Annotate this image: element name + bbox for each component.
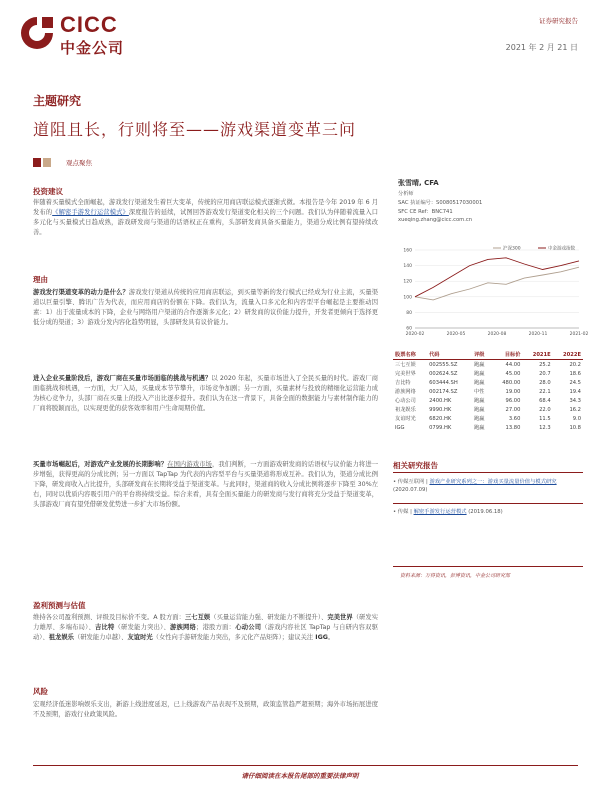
x-tick-label-3: 2020-11 (528, 332, 548, 337)
table-cell: 跑赢 (474, 425, 485, 431)
analyst-sfc: SFC CE Ref：BNC741 (398, 209, 453, 215)
table-cell: 游族网络 (395, 389, 416, 395)
table-cell: 002624.SZ (429, 370, 458, 377)
q1-bold: 游戏发行渠道变革的动力是什么？ (33, 289, 129, 296)
table-cell: 祖龙娱乐 (395, 407, 416, 413)
footer-divider (33, 765, 578, 766)
q3-text: ，我们判断，一方面游戏研发商的话语权与议价能力将进一步增强，获得更高的分成比例；另一方面以 TapTap 为代表的内容型平台与买量渠道将形成互补。我们认为，渠道分成比例下降，研发商收入占比提升，头部研发商在长期将受益于渠道变革。与此同时，渠道商的收入分成比例将逐步下降至 30%左右，同时以优质内容吸引用户的平台将持续受益。综合来看，具有全面买量能力的研发商与发行商将充分受益于渠道变革，头部游戏厂商有望凭借研发优势进一步扩大市场份额。 (33, 461, 378, 508)
investment-paragraph (33, 198, 378, 238)
series-line-1 (415, 258, 579, 297)
table-cell: 24.5 (569, 379, 581, 386)
x-tick-label-0: 2020-02 (405, 332, 425, 337)
performance-line-chart (393, 242, 589, 342)
related-divider-3 (393, 566, 583, 567)
q2-text: 以 2020 年起，买量市场进入了全民买量的时代。游戏厂商面临挑战和机遇，一方面，大厂入局，买量成本节节攀升，市场竞争加剧；另一方面，买量素材与投放的精细化运营能力成为核心竞争力，头部厂商在买量上的投入产出比逐步提升。我们认为在这一背景下，具备全面的数据能力与素材制作能力的厂商将脱颖而出，以实现更优的获客效率和用户生命周期价值。 (33, 375, 378, 412)
analyst-role: 分析师 (398, 191, 414, 197)
company-2: 完美世界 (327, 614, 353, 621)
company-8: IGG (315, 634, 328, 641)
tag-square-light-icon (43, 158, 51, 167)
table-header-cell: 股票名称 (393, 350, 427, 360)
y-tick-label-1: 80 (406, 310, 412, 316)
table-cell: 友谊时光 (395, 416, 416, 422)
topic-label: 主题研究 (33, 94, 82, 108)
table-cell: 10.8 (569, 424, 581, 431)
table-cell: 28.0 (539, 379, 551, 386)
table-cell: IGG (395, 424, 405, 431)
table-cell: 完美世界 (395, 371, 416, 377)
table-cell: 跑赢 (474, 398, 485, 404)
related-footnote: 资料来源：万得资讯，彭博资讯，中金公司研究部 (400, 573, 511, 579)
report-link[interactable]: 《解密手游发行运营模式》 (52, 209, 129, 216)
company-4: 游族网络 (170, 624, 197, 631)
company-7: 友谊时光 (127, 634, 153, 641)
x-tick-label-4: 2021-02 (569, 332, 589, 337)
y-tick-label-0: 60 (406, 326, 412, 332)
tag-square-icon (33, 158, 41, 167)
table-cell: 96.00 (505, 397, 521, 404)
y-tick-label-4: 140 (403, 264, 412, 270)
table-row (393, 369, 583, 378)
stock-table (393, 350, 583, 432)
table-row (393, 387, 583, 396)
company-5-note: （游戏内容社区 TapTap 与自研内容双驱动）、 (33, 624, 378, 641)
table-header-cell: 目标价 (492, 350, 523, 360)
table-cell: 20.7 (539, 370, 551, 377)
table-row (393, 360, 583, 370)
table-cell: 跑赢 (474, 407, 485, 413)
company-4-note: ；港股方面： (196, 624, 236, 631)
x-tick-label-1: 2020-05 (446, 332, 466, 337)
analyst-name: 张雪晴, CFA (398, 179, 439, 187)
table-cell: 12.3 (539, 424, 551, 431)
table-cell: 0799.HK (429, 424, 452, 431)
related-item-2-link[interactable]: 解密手游发行运营模式 (413, 509, 467, 515)
y-tick-label-2: 100 (403, 295, 412, 301)
related-item-1-prefix: • 传媒互联网 | (393, 479, 430, 485)
company-5: 心动公司 (235, 624, 262, 631)
legend-label-0: 沪深300 (503, 246, 521, 252)
report-title: 道阻且长，行则将至——游戏渠道变革三问 (33, 120, 357, 139)
analyst-sac: SAC 执证编号：S0080517030001 (398, 200, 483, 206)
table-cell: 603444.SH (429, 379, 458, 386)
related-item-2 (393, 508, 583, 516)
table-header-row (393, 350, 583, 360)
table-cell: 跑赢 (474, 371, 485, 377)
table-cell: 34.3 (569, 397, 581, 404)
company-7-note: （女性向手游研发能力突出，多元化产品矩阵）；建议关注 (152, 634, 316, 641)
table-cell: 27.00 (505, 406, 521, 413)
table-cell: 19.4 (569, 388, 581, 395)
table-header-cell: 评级 (472, 350, 492, 360)
analyst-email[interactable]: xueqing.zhang@cicc.com.cn (398, 217, 472, 223)
table-row (393, 423, 583, 432)
q2-bold: 进入企业买量阶段后，游戏厂商在买量市场面临的挑战与机遇？ (33, 375, 212, 382)
company-3: 吉比特 (95, 624, 115, 631)
table-row (393, 405, 583, 414)
investment-text-pre: 伴随着买量模式全面崛起，游戏发行渠道发生着巨大变革，传统的应用商店联运模式逐渐式微。本报告是今年 2019 年 6 月发布的 (33, 199, 378, 216)
company-6-note: （研发能力卓越）、 (73, 634, 128, 641)
reason-paragraph-1 (33, 288, 378, 328)
y-tick-label-3: 120 (403, 279, 412, 285)
table-header-cell: 2022E (553, 350, 583, 360)
table-cell: 25.2 (539, 361, 551, 368)
forecast-paragraph (33, 613, 378, 643)
section-heading-investment: 投资建议 (33, 187, 63, 196)
related-divider (393, 472, 583, 473)
tag-label: 观点聚焦 (66, 159, 92, 167)
forecast-pre: 维持各公司盈利预测、评级及目标价不变。A 股方面： (33, 614, 185, 621)
table-cell: 19.00 (505, 388, 521, 395)
logo-cn-text: 中金公司 (60, 39, 125, 57)
table-cell: 吉比特 (395, 380, 411, 386)
table-row (393, 396, 583, 405)
risk-paragraph: 宏观经济低迷影响娱乐支出，新游上线进度延迟，已上线游戏产品表现不及预期，政策监管趋严超预期；海外市场拓展进度不及预期，游戏行业政策风险。 (33, 701, 378, 718)
table-cell: 11.5 (539, 415, 551, 422)
table-cell: 跑赢 (474, 362, 485, 368)
related-item-2-date: (2019.06.18) (468, 509, 503, 515)
y-tick-label-5: 160 (403, 248, 412, 254)
table-cell: 16.2 (569, 406, 581, 413)
table-cell: 480.00 (502, 379, 521, 386)
reason-paragraph-2 (33, 374, 378, 414)
footer-disclaimer: 请仔细阅读在本报告尾部的重要法律声明 (241, 772, 359, 780)
q3-bold: 买量市场崛起后，对游戏产业发展的长期影响？ (33, 461, 168, 468)
related-item-1-link[interactable]: 游戏产业研究系列之一：游戏买量流量价值与模式研究 (429, 479, 557, 485)
table-cell: 22.0 (539, 406, 551, 413)
q3-link[interactable]: 在国内游戏市场 (167, 461, 212, 468)
doc-date: 2021 年 2 月 21 日 (505, 43, 578, 52)
related-item-1-date: (2020.07.09) (393, 487, 428, 493)
table-cell: 9.0 (572, 415, 581, 422)
cicc-logo-mark (18, 14, 56, 52)
table-cell: 跑赢 (474, 380, 485, 386)
table-cell: 9990.HK (429, 406, 452, 413)
company-3-note: （研发能力突出）、 (114, 624, 171, 631)
table-header-cell: 2021E (522, 350, 552, 360)
table-cell: 心动公司 (395, 398, 416, 404)
q1-text: 游戏发行渠道从传统的应用商店联运，到买量等新的发行模式已经成为行业主流，买量渠道以巨量引擎、腾讯广告为代表，而应用商店的份额在下降。我们认为，流量入口多元化和内容型平台崛起是主要推动因素：1）出于流量成本的下降，企业与网络用户渠道的合作逐渐多元化；2）研发商的议价能力提升，开发者更倾向于选择更低分成的渠道；3）游戏分发内容化趋势明显，头部研发具有议价能力。 (33, 289, 378, 326)
section-heading-forecast: 盈利预测与估值 (33, 601, 86, 610)
company-8-note: 。 (327, 634, 335, 641)
section-heading-reason: 理由 (33, 275, 48, 284)
table-cell: 20.2 (569, 361, 581, 368)
table-cell: 中性 (474, 389, 485, 395)
reason-paragraph-3 (33, 460, 378, 510)
related-item-2-prefix: • 传媒 | (393, 509, 414, 515)
company-1: 三七互娱 (184, 614, 211, 621)
table-cell: 6820.HK (429, 415, 452, 422)
table-cell: 3.60 (508, 415, 521, 422)
table-row (393, 378, 583, 387)
related-item-1 (393, 478, 583, 494)
table-cell: 002555.SZ (429, 361, 458, 368)
table-row (393, 414, 583, 423)
table-cell: 44.00 (505, 361, 521, 368)
table-cell: 2400.HK (429, 397, 452, 404)
table-cell: 跑赢 (474, 416, 485, 422)
table-cell: 45.00 (505, 370, 521, 377)
section-heading-risk: 风险 (33, 687, 48, 696)
x-tick-label-2: 2020-08 (487, 332, 507, 337)
doc-type: 证券研究报告 (539, 17, 578, 25)
company-6: 祖龙娱乐 (48, 634, 74, 641)
table-cell: 三七互娱 (395, 362, 416, 368)
investment-text-post: 深度报告的延续，试图回答游戏发行渠道变化相关的三个问题。我们认为伴随着流量入口多元化与买量模式日趋成熟，游戏研发商与渠道的话语权正在重构，头部研发商具备买量能力，渠道分成比例有望持续改善。 (33, 209, 378, 236)
table-cell: 22.1 (539, 388, 551, 395)
logo-text: CICC (60, 12, 118, 37)
table-cell: 18.6 (569, 370, 581, 377)
table-cell: 13.80 (505, 424, 521, 431)
table-header-cell: 代码 (427, 350, 472, 360)
legend-label-1: 中金游戏指数 (548, 246, 575, 252)
table-cell: 002174.SZ (429, 388, 458, 395)
related-heading: 相关研究报告 (393, 461, 438, 470)
company-1-note: （买量运营能力强、研发能力不断提升）、 (210, 614, 328, 621)
related-divider-2 (393, 503, 583, 504)
table-cell: 68.4 (539, 397, 551, 404)
company-2-note: （研发实力雄厚、多端布局）、 (33, 614, 379, 631)
